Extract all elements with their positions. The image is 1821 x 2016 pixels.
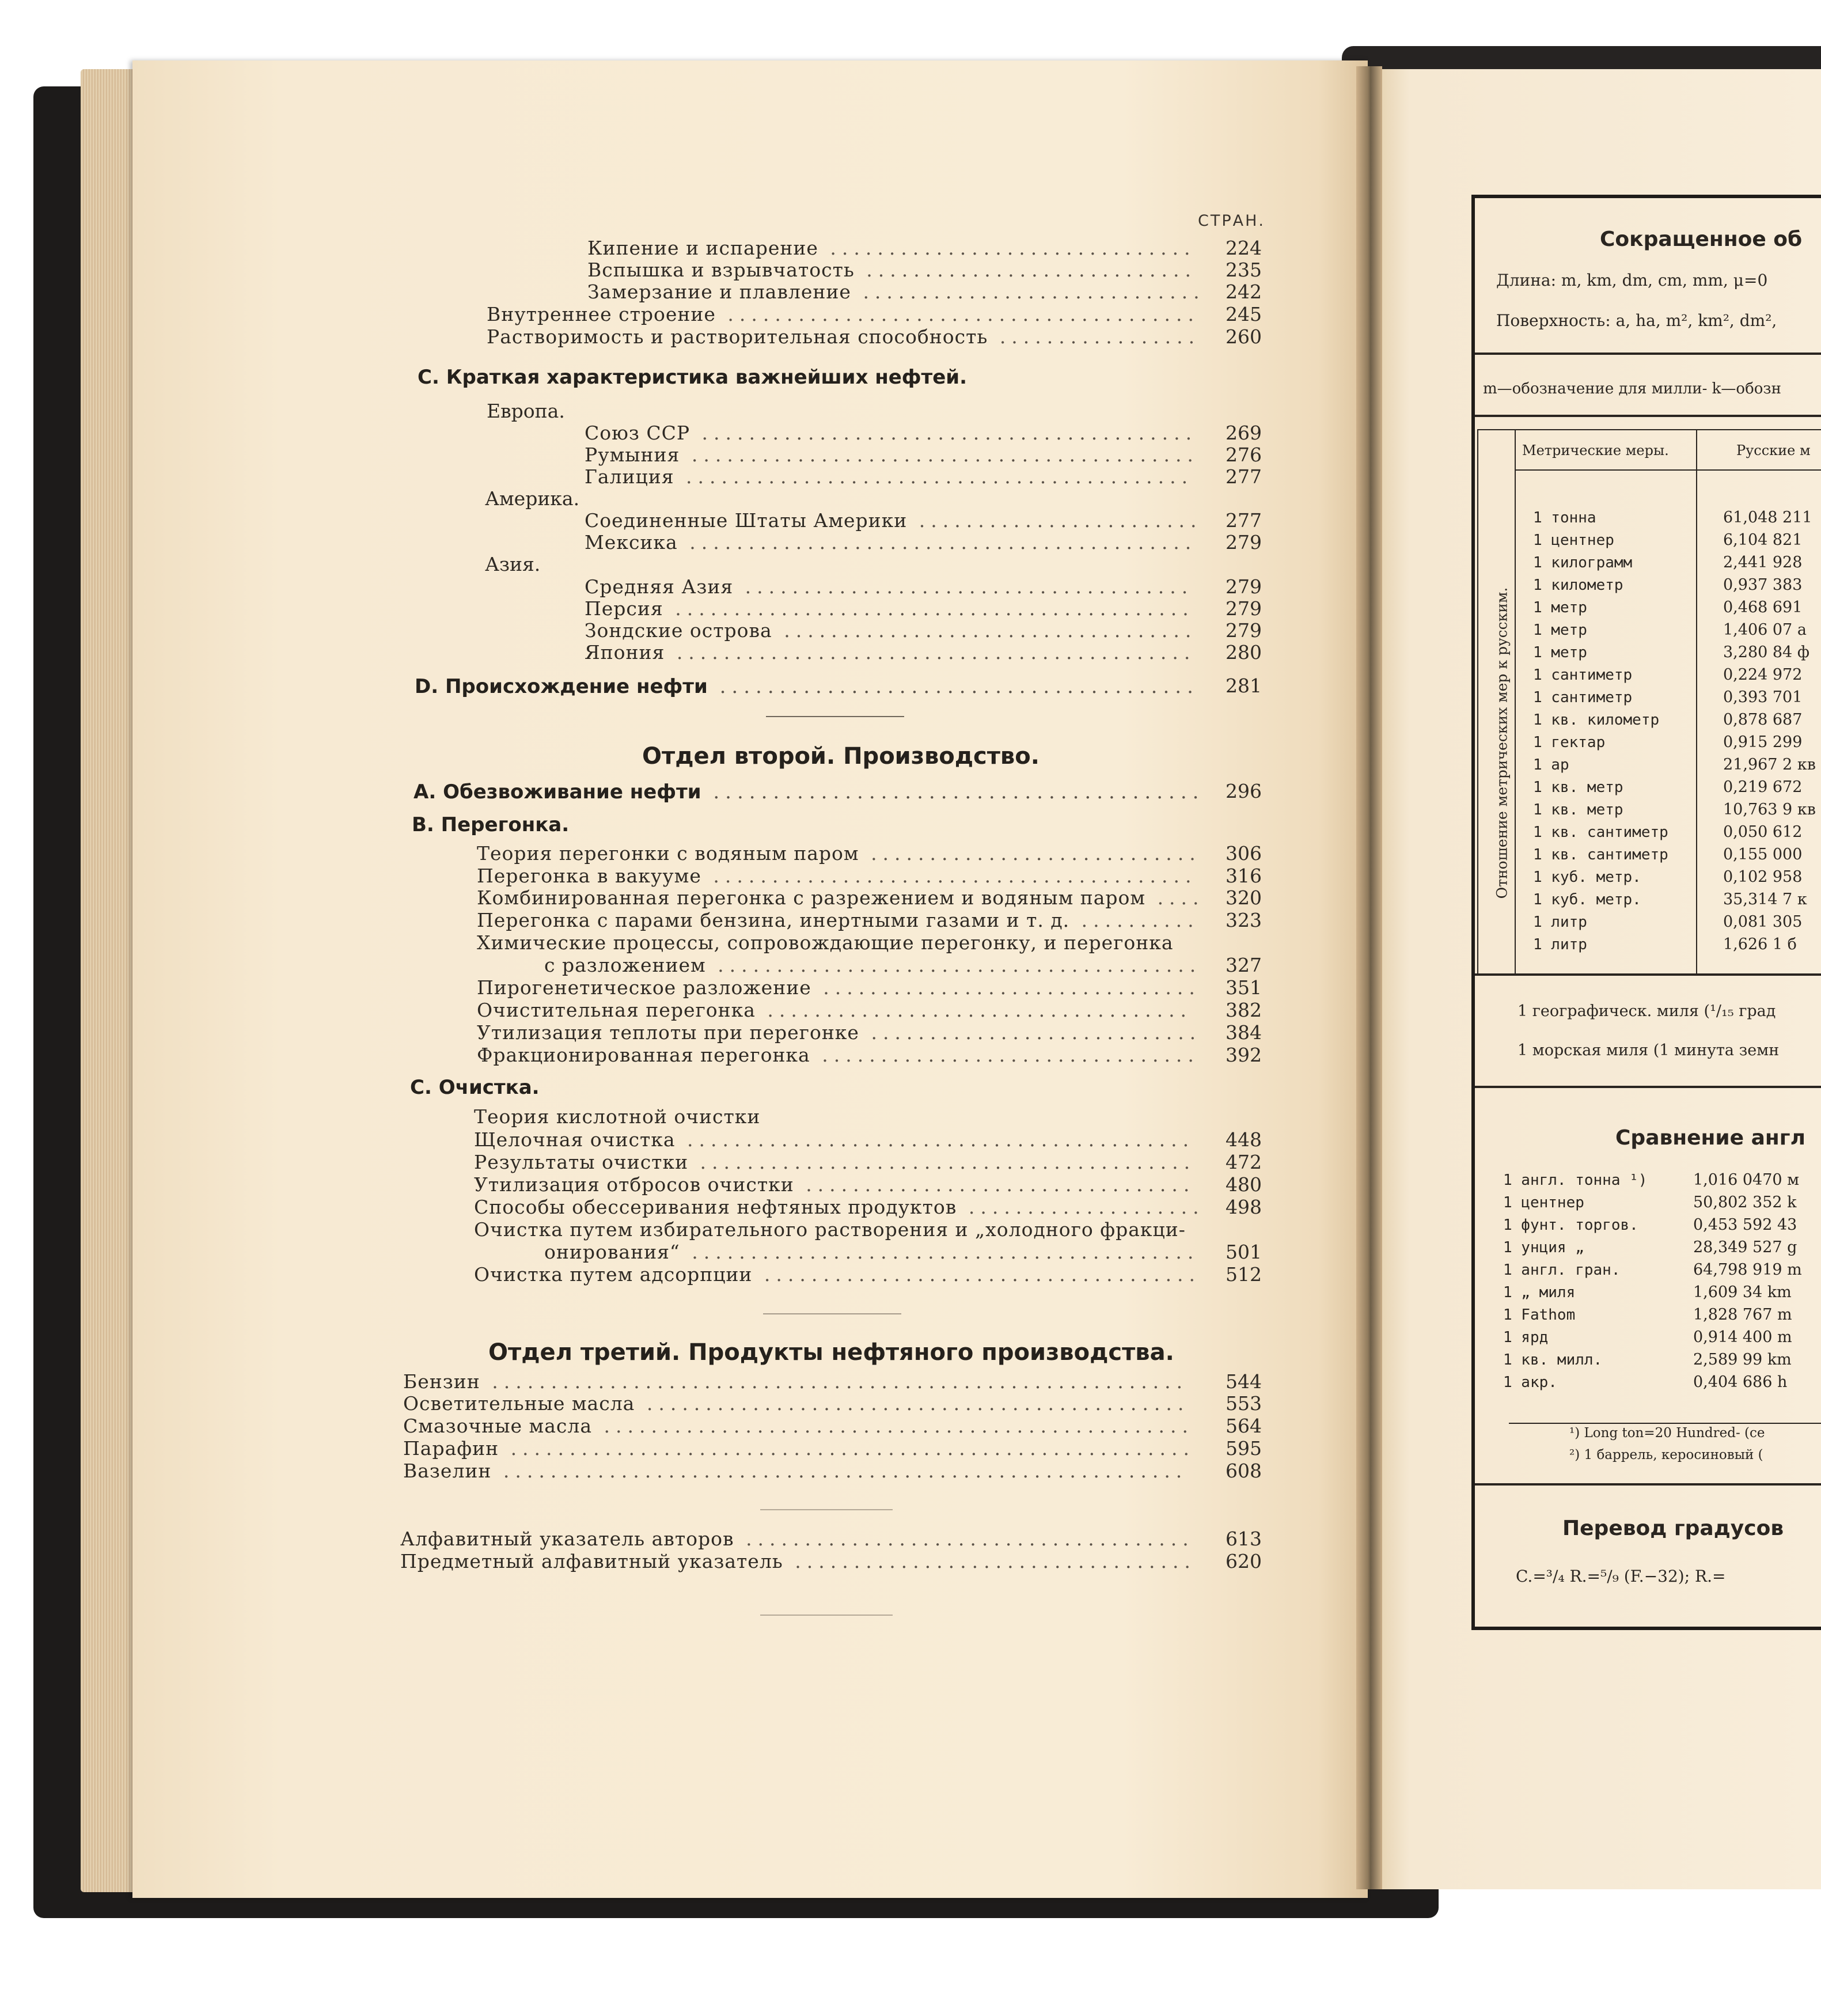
metric-unit: 1 куб. метр. <box>1533 891 1641 908</box>
rule-3 <box>1475 973 1821 976</box>
toc-page-number: 448 <box>1226 1128 1262 1151</box>
toc-entry-title: Перегонка с парами бензина, инертными газами и т. д. <box>477 909 1070 931</box>
toc-entry-title: Румыния <box>585 444 680 466</box>
metric-unit: 1 кв. километр <box>1533 711 1660 729</box>
metric-equivalent: 1,609 34 km <box>1693 1283 1792 1301</box>
dot-leader: ............................ <box>859 842 1201 865</box>
russian-value: 0,393 701 <box>1723 688 1803 706</box>
toc-entry-title: Перегонка в вакууме <box>477 865 701 887</box>
toc-entry-title: Европа. <box>487 400 565 422</box>
toc-entry-title: Результаты очистки <box>474 1151 689 1173</box>
metric-unit: 1 ар <box>1533 756 1569 774</box>
metric-unit: 1 сантиметр <box>1533 689 1633 706</box>
russian-value: 0,224 972 <box>1723 666 1803 684</box>
russian-value: 0,081 305 <box>1723 913 1803 931</box>
dot-leader: ......................................... <box>701 865 1197 887</box>
toc-entry <box>477 1022 1201 1044</box>
toc-page-number: 280 <box>1226 641 1262 664</box>
toc-entry-title: Кипение и испарение <box>587 237 818 259</box>
toc-entry-title: Щелочная очистка <box>474 1128 676 1151</box>
table-vline-0 <box>1477 429 1478 973</box>
toc-entry <box>485 554 540 575</box>
toc-entry-title: онирования“ <box>544 1241 680 1263</box>
toc-entry <box>477 865 1197 887</box>
toc-entry <box>585 466 1193 488</box>
toc-entry-title: Внутреннее строение <box>487 303 716 325</box>
degrees-formula: C.=³/₄ R.=⁵/₉ (F.−32); R.= <box>1516 1567 1726 1586</box>
toc-entry-title: D. Происхождение нефти <box>415 675 708 698</box>
toc-entry <box>477 999 1192 1021</box>
toc-page-number: 382 <box>1226 999 1262 1021</box>
toc-page-number: 260 <box>1226 325 1262 348</box>
toc-entry <box>474 1219 1186 1241</box>
english-unit: 1 „ миля <box>1503 1284 1576 1301</box>
toc-entry <box>415 675 1199 698</box>
toc-page-number: 472 <box>1226 1151 1262 1173</box>
metric-unit: 1 гектар <box>1533 734 1606 751</box>
metric-unit: 1 кв. метр <box>1533 801 1623 818</box>
toc-entry <box>477 1044 1200 1066</box>
dot-leader: .... <box>1145 886 1205 909</box>
dot-leader: ................................ <box>811 976 1201 999</box>
toc-entry-title: Средняя Азия <box>585 575 734 598</box>
toc-entry-title: Очистка путем избирательного растворения и „холодного фракци- <box>474 1218 1186 1241</box>
toc-entry-title: Зондские острова <box>585 619 772 642</box>
toc-entry <box>585 620 1197 642</box>
toc-entry <box>403 1415 1194 1437</box>
toc-entry-title: А. Обезвоживание нефти <box>413 780 701 804</box>
dot-leader: ............................................ <box>665 641 1196 664</box>
toc-entry <box>544 1241 1199 1263</box>
toc-entry-title: Соединенные Штаты Америки <box>585 509 908 532</box>
english-unit: 1 ярд <box>1503 1329 1549 1346</box>
metric-equivalent: 64,798 919 m <box>1693 1261 1802 1279</box>
dot-leader: ................................ <box>810 1044 1200 1066</box>
dot-leader: ........................................... <box>674 465 1194 488</box>
toc-page-number: 323 <box>1226 909 1262 931</box>
toc-entry <box>474 1129 1194 1151</box>
toc-entry <box>403 1460 1188 1482</box>
toc-page-number: 279 <box>1226 619 1262 642</box>
english-unit: 1 унция „ <box>1503 1239 1584 1256</box>
toc-entry <box>477 843 1201 865</box>
russian-value: 1,626 1 б <box>1723 935 1797 953</box>
toc-entry-title: Растворимость и растворительная способность <box>487 325 988 348</box>
dot-leader: ......................................... <box>701 780 1205 804</box>
toc-entry-title: Химические процессы, сопровождающие перегонку, и перегонка <box>477 931 1174 954</box>
toc-entry <box>585 532 1197 554</box>
english-unit: 1 кв. милл. <box>1503 1351 1603 1369</box>
toc-entry <box>487 326 1200 348</box>
toc-entry-title: Персия <box>585 597 663 620</box>
surface-line: Поверхность: a, ha, m², km², dm², <box>1496 311 1777 330</box>
toc-entry <box>403 1393 1189 1415</box>
toc-entry-title: Замерзание и плавление <box>587 281 851 303</box>
russian-value: 10,763 9 кв <box>1723 801 1816 818</box>
dot-leader: ...................................... <box>734 1528 1194 1550</box>
toc-entry <box>585 576 1193 598</box>
toc-page-number: 269 <box>1226 422 1262 444</box>
dot-leader: .......................................................... <box>499 1437 1195 1460</box>
dot-leader: ..................................... <box>752 1263 1201 1286</box>
toc-entry-title: Япония <box>585 641 665 664</box>
toc-entry <box>474 1174 1195 1196</box>
toc-entry-title: Фракционированная перегонка <box>477 1044 810 1066</box>
dot-leader: ............................................ <box>663 597 1194 620</box>
dot-leader: ........................................ <box>715 303 1200 325</box>
toc-entry <box>400 1528 1194 1550</box>
toc-page-number: 544 <box>1226 1370 1262 1393</box>
degrees-title: Перевод градусов <box>1562 1517 1784 1540</box>
english-unit: 1 Fathom <box>1503 1306 1576 1324</box>
metric-table-side-label <box>1490 582 1513 904</box>
dot-leader: ............................ <box>854 259 1197 281</box>
divider-3 <box>760 1509 893 1510</box>
dot-leader: ........................................... <box>680 1241 1200 1263</box>
toc-entry-title: Вспышка и взрывчатость <box>587 259 855 281</box>
dot-leader: .................................................. <box>592 1415 1194 1437</box>
toc-page-number: 327 <box>1226 954 1262 976</box>
toc-entry <box>585 422 1197 444</box>
toc-entry <box>487 304 1200 325</box>
toc-entry <box>413 780 1204 804</box>
col-metric-header: Метрические меры. <box>1522 442 1669 458</box>
metric-unit: 1 литр <box>1533 914 1587 931</box>
prefix-line: m—обозначение для милли- k—обозн <box>1483 380 1781 397</box>
toc-page-number: 620 <box>1226 1550 1262 1572</box>
russian-value: 0,468 691 <box>1723 598 1803 616</box>
toc-entry <box>487 400 565 422</box>
toc-page-number: 595 <box>1226 1437 1262 1460</box>
toc-page-number: 392 <box>1226 1044 1262 1066</box>
toc-entry <box>474 1151 1196 1173</box>
dot-leader: ........................................................... <box>480 1370 1189 1393</box>
dot-leader: ................. <box>988 325 1201 348</box>
toc-entry-title: Союз ССР <box>585 422 691 444</box>
russian-value: 61,048 211 <box>1723 509 1812 526</box>
toc-page-number: 224 <box>1226 237 1262 259</box>
toc-page-number: 306 <box>1226 842 1262 865</box>
toc-page-number: 351 <box>1226 976 1262 999</box>
toc-entry <box>403 1371 1188 1393</box>
toc-entry <box>410 1076 540 1099</box>
col-russian-header: Русские м <box>1736 442 1811 458</box>
toc-page-number: 245 <box>1226 303 1262 325</box>
dot-leader: ............................. <box>851 281 1205 303</box>
toc-entry-title: Америка. <box>485 487 580 510</box>
metric-equivalent: 1,016 0470 м <box>1693 1171 1800 1189</box>
english-unit: 1 англ. тонна ¹) <box>1503 1172 1648 1189</box>
toc-entry-title: Пирогенетическое разложение <box>477 976 811 999</box>
russian-value: 0,878 687 <box>1723 711 1803 729</box>
toc-page-number: 277 <box>1226 509 1262 532</box>
divider-2 <box>763 1313 901 1314</box>
toc-page-number: 498 <box>1226 1196 1262 1218</box>
toc-entry-title: Парафин <box>403 1437 499 1460</box>
dot-leader: ........................................... <box>677 531 1197 554</box>
metric-unit: 1 тонна <box>1533 509 1596 526</box>
toc-entry-title: Осветительные масла <box>403 1392 635 1415</box>
metric-unit: 1 метр <box>1533 622 1587 639</box>
russian-value: 2,441 928 <box>1723 554 1803 571</box>
toc-page-number: 512 <box>1226 1263 1262 1286</box>
metric-equivalent: 2,589 99 km <box>1693 1351 1792 1369</box>
rule-1 <box>1475 353 1821 355</box>
toc-entry-title: Алфавитный указатель авторов <box>400 1528 734 1550</box>
toc-page-number: 553 <box>1226 1392 1262 1415</box>
toc-entry-title: Очистка путем адсорпции <box>474 1263 753 1286</box>
compare-title: Сравнение англ <box>1615 1126 1805 1150</box>
english-unit: 1 центнер <box>1503 1194 1584 1211</box>
toc-entry-title: Теория перегонки с водяным паром <box>477 842 859 865</box>
toc-page-number: 480 <box>1226 1173 1262 1196</box>
book-gutter <box>1356 66 1382 1889</box>
table-vline-1 <box>1515 429 1516 973</box>
geo-mile: 1 географическ. миля (¹/₁₅ град <box>1518 1002 1776 1020</box>
toc-entry-title: С. Очистка. <box>410 1076 540 1099</box>
toc-entry <box>585 444 1199 466</box>
dot-leader: ......................................... <box>705 954 1202 976</box>
rule-6 <box>1475 1483 1821 1486</box>
metric-unit: 1 килограмм <box>1533 554 1633 571</box>
toc-entry-title: Комбинированная перегонка с разрежением и водяным паром <box>477 886 1146 909</box>
dot-leader: .......................................................... <box>491 1460 1188 1482</box>
toc-entry <box>544 954 1201 976</box>
toc-entry-title: с разложением <box>544 954 706 976</box>
dot-leader: .............................................. <box>635 1392 1190 1415</box>
toc-entry-title: Бензин <box>403 1370 480 1393</box>
russian-value: 3,280 84 ф <box>1723 643 1809 661</box>
toc-entry <box>485 488 579 510</box>
toc-entry-title: Утилизация отбросов очистки <box>474 1173 794 1196</box>
toc-entry <box>477 977 1201 999</box>
dot-leader: .................................. <box>783 1550 1196 1572</box>
toc-page-number: 296 <box>1226 780 1262 802</box>
toc-page-number: 501 <box>1226 1241 1262 1263</box>
toc-entry-title: Мексика <box>585 531 678 554</box>
toc-entry <box>587 237 1196 259</box>
footnote-2: ²) 1 баррель, керосиновый ( <box>1569 1447 1763 1462</box>
dot-leader: ........................................... <box>680 444 1199 466</box>
divider-4 <box>760 1615 893 1616</box>
toc-page-number: 613 <box>1226 1528 1262 1550</box>
section-heading-production: Отдел второй. Производство. <box>642 743 1040 770</box>
sea-mile: 1 морская миля (1 минута земн <box>1518 1041 1780 1059</box>
toc-entry <box>585 598 1194 620</box>
metric-unit: 1 метр <box>1533 644 1587 661</box>
footnote-1: ¹) Long ton=20 Hundred- (ce <box>1569 1426 1765 1441</box>
length-line: Длина: m, km, dm, cm, mm, μ=0 <box>1496 271 1768 290</box>
table-top-rule <box>1477 429 1821 430</box>
russian-value: 35,314 7 к <box>1723 890 1807 908</box>
toc-entry-title: Галиция <box>585 465 674 488</box>
toc-page-number: 235 <box>1226 259 1262 281</box>
toc-entry-title: В. Перегонка. <box>412 813 570 836</box>
russian-value: 6,104 821 <box>1723 531 1803 549</box>
toc-entry <box>477 887 1205 909</box>
dot-leader: ........................ <box>907 509 1202 532</box>
toc-entry <box>477 932 1174 954</box>
english-unit: 1 фунт. торгов. <box>1503 1217 1638 1234</box>
toc-page-number: 276 <box>1226 444 1262 466</box>
toc-entry-title: Теория кислотной очистки <box>474 1105 761 1128</box>
russian-value: 0,915 299 <box>1723 733 1803 751</box>
toc-page-number: 384 <box>1226 1021 1262 1044</box>
toc-page-number: 320 <box>1226 886 1262 909</box>
dot-leader: .......... <box>1069 909 1200 931</box>
divider-1 <box>766 716 904 717</box>
dot-leader: .......................................... <box>688 1151 1196 1173</box>
toc-page-number: 242 <box>1226 281 1262 303</box>
rule-4 <box>1475 1086 1821 1088</box>
metric-equivalent: 28,349 527 g <box>1693 1238 1797 1256</box>
toc-entry <box>587 259 1197 281</box>
toc-page-number: 608 <box>1226 1460 1262 1482</box>
rule-5 <box>1509 1423 1821 1424</box>
metric-unit: 1 куб. метр. <box>1533 869 1641 886</box>
metric-equivalent: 0,914 400 m <box>1693 1328 1792 1346</box>
toc-entry <box>474 1196 1205 1218</box>
toc-page-number: 279 <box>1226 531 1262 554</box>
page-column-label: СТРАН. <box>1198 212 1265 230</box>
english-unit: 1 англ. гран. <box>1503 1261 1621 1279</box>
toc-entry <box>474 1106 760 1128</box>
dot-leader: .......................................... <box>690 422 1198 444</box>
metric-equivalent: 0,453 592 43 <box>1693 1216 1797 1234</box>
russian-value: 0,155 000 <box>1723 846 1803 863</box>
metric-equivalent: 1,828 767 m <box>1693 1306 1792 1324</box>
metric-unit: 1 литр <box>1533 936 1587 953</box>
toc-entry <box>587 281 1205 303</box>
toc-entry-title: Очистительная перегонка <box>477 999 756 1021</box>
toc-entry <box>585 642 1196 664</box>
toc-entry-title: Вазелин <box>403 1460 492 1482</box>
metric-unit: 1 километр <box>1533 577 1623 594</box>
metric-unit: 1 кв. метр <box>1533 779 1623 796</box>
toc-page-number: 277 <box>1226 465 1262 488</box>
russian-value: 0,050 612 <box>1723 823 1803 841</box>
toc-entry <box>403 1438 1195 1460</box>
table-vline-2 <box>1696 429 1697 973</box>
toc-entry <box>400 1551 1196 1572</box>
vertical-label: Отношение метрических мер к русским. <box>1493 587 1511 899</box>
toc-entry <box>474 1264 1201 1286</box>
metric-unit: 1 метр <box>1533 599 1587 616</box>
metric-unit: 1 кв. сантиметр <box>1533 846 1668 863</box>
metric-unit: 1 центнер <box>1533 532 1614 549</box>
russian-value: 0,219 672 <box>1723 778 1803 796</box>
toc-entry-title: Азия. <box>485 553 541 575</box>
section-heading-products: Отдел третий. Продукты нефтяного производства. <box>488 1339 1174 1366</box>
toc-page-number: 564 <box>1226 1415 1262 1437</box>
toc-entry-title: Утилизация теплоты при перегонке <box>477 1021 859 1044</box>
toc-entry-title: С. Краткая характеристика важнейших нефтей. <box>418 366 968 389</box>
toc-page-number: 281 <box>1226 674 1262 697</box>
russian-value: 0,102 958 <box>1723 868 1803 886</box>
toc-entry <box>412 813 569 836</box>
russian-value: 0,937 383 <box>1723 576 1803 594</box>
toc-page-number: 316 <box>1226 865 1262 887</box>
russian-value: 21,967 2 кв <box>1723 756 1816 774</box>
russian-value: 1,406 07 а <box>1723 621 1807 639</box>
toc-entry <box>418 366 967 389</box>
dot-leader: ............................... <box>818 237 1196 259</box>
dot-leader: ........................................ <box>707 675 1199 698</box>
dot-leader: ........................................... <box>675 1128 1195 1151</box>
toc-entry <box>477 910 1200 931</box>
dot-leader: ................................. <box>794 1173 1196 1196</box>
toc-entry <box>585 510 1202 532</box>
dot-leader: ................................... <box>772 619 1197 642</box>
abbrev-title: Сокращенное об <box>1600 228 1803 251</box>
english-unit: 1 акр. <box>1503 1374 1557 1391</box>
dot-leader: ............................ <box>859 1021 1202 1044</box>
toc-entry-title: Предметный алфавитный указатель <box>400 1550 783 1572</box>
toc-entry-title: Способы обессеривания нефтяных продуктов <box>474 1196 957 1218</box>
dot-leader: ...................................... <box>733 575 1194 598</box>
toc-page-number: 279 <box>1226 597 1262 620</box>
metric-equivalent: 50,802 352 k <box>1693 1193 1797 1211</box>
rule-2 <box>1475 415 1821 417</box>
toc-entry-title: Смазочные масла <box>403 1415 593 1437</box>
dot-leader: .................................... <box>755 999 1193 1021</box>
metric-unit: 1 кв. сантиметр <box>1533 824 1668 841</box>
toc-page-number: 279 <box>1226 575 1262 598</box>
table-header-rule <box>1515 469 1821 471</box>
metric-unit: 1 сантиметр <box>1533 666 1633 684</box>
metric-equivalent: 0,404 686 h <box>1693 1373 1788 1391</box>
dot-leader: .................... <box>957 1196 1205 1218</box>
